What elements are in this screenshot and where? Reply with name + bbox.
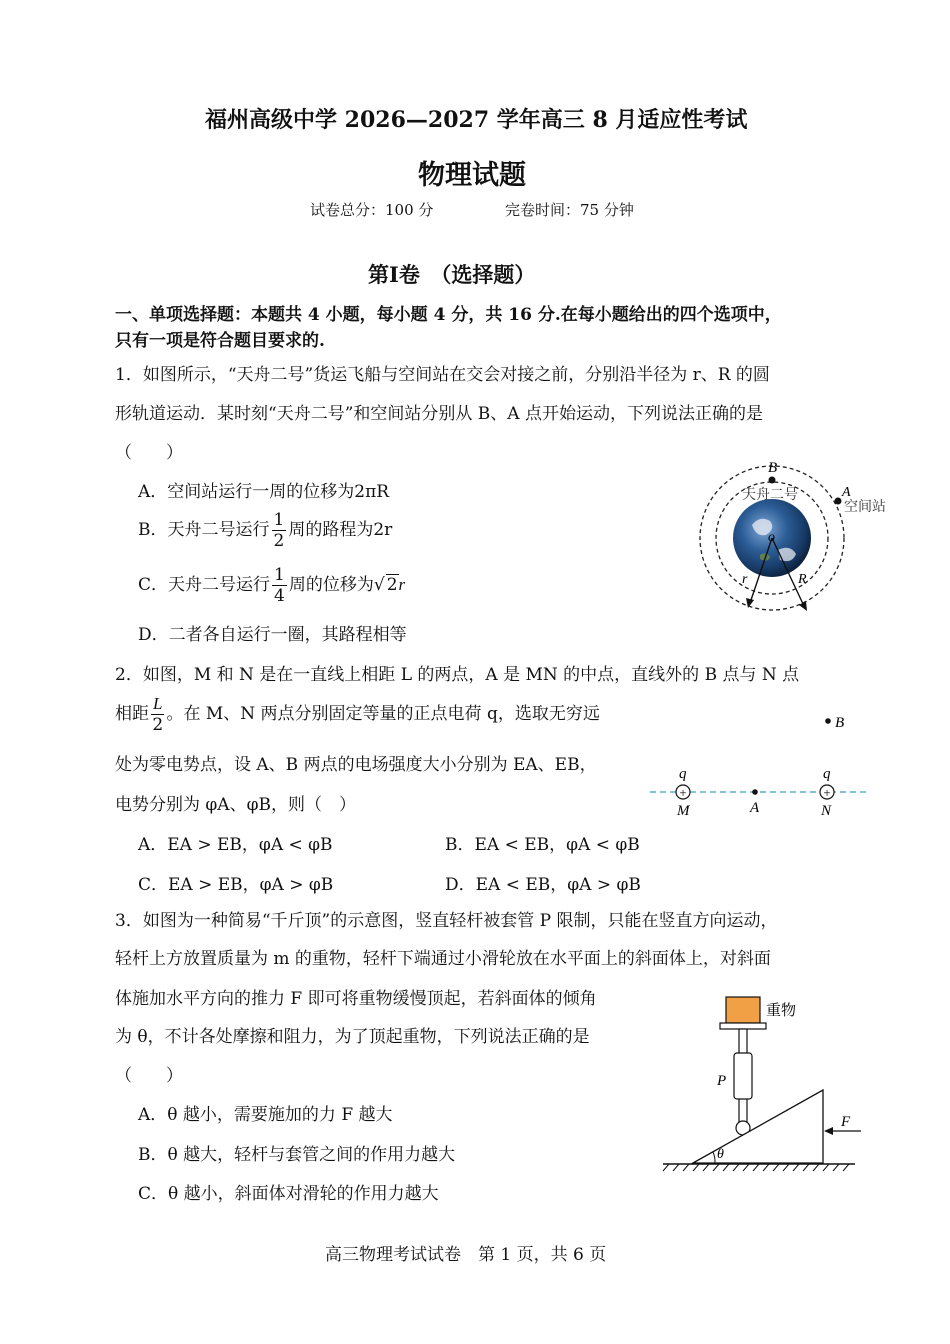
q2-stem-line1: 2．如图，M 和 N 是在一直线上相距 L 的两点，A 是 MN 的中点，直线外的 B 点与 N 点 (115, 665, 800, 685)
weight-block (726, 997, 760, 1023)
section-instructions-line1: 一、单项选择题：本题共 4 小题，每小题 4 分，共 16 分.在每小题给出的四个选项中， (115, 305, 782, 325)
label-weight: 重物 (766, 1001, 797, 1019)
point-a-dot (752, 789, 758, 795)
label-a: A (842, 485, 851, 500)
q3-jack-figure (655, 990, 865, 1175)
incline-block (693, 1090, 823, 1163)
q1-option-b (138, 510, 392, 551)
q2-stem-line2 (115, 694, 600, 735)
plus-icon-m: + (679, 785, 687, 800)
label-R: R (798, 572, 807, 587)
q2-fraction-num: L (153, 694, 163, 713)
q1-option-c-num: 1 (274, 565, 285, 585)
sleeve-p (734, 1053, 752, 1099)
plus-icon-n: + (823, 785, 831, 800)
q2-stem-line4: 电势分别为 φA、φB，则（ ） (115, 795, 356, 815)
label-p: P (717, 1073, 727, 1089)
label-q-m: q (679, 766, 687, 782)
label-r: r (742, 572, 748, 587)
exam-title: 福州高级中学 2026—2027 学年高三 8 月适应性考试 (205, 107, 748, 133)
q2-option-b: B．EA < EB，φA < φB (445, 835, 640, 855)
label-tianzhou: 天舟二号 (742, 487, 798, 503)
label-q-n: q (823, 766, 831, 782)
q1-stem-line1: 1．如图所示，“天舟二号”货运飞船与空间站在交会对接之前，分别沿半径为 r、R 的圆 (115, 365, 770, 385)
total-score: 试卷总分：100 分 (310, 201, 434, 219)
label-o: o (768, 530, 775, 545)
label-theta: θ (717, 1147, 724, 1162)
q2-charge-figure (645, 705, 875, 825)
q3-option-b: B．θ 越大，轻杆与套管之间的作用力越大 (138, 1145, 456, 1165)
q1-option-b-den: 2 (273, 531, 285, 551)
label-b: B (835, 715, 845, 731)
q1-option-c-sqrt: 2 (386, 575, 398, 595)
q1-option-c-suffix-b: r (398, 575, 406, 594)
q1-answer-paren: （ ） (115, 443, 183, 463)
q3-answer-paren: （ ） (115, 1066, 183, 1086)
q1-option-b-suffix: 周的路程为2r (288, 520, 393, 540)
q2-option-a: A．EA > EB，φA < φB (138, 835, 333, 855)
section-instructions-line2: 只有一项是符合题目要求的. (115, 331, 325, 351)
q1-option-c-den: 4 (274, 586, 285, 606)
section-title: 第I卷 （选择题） (368, 262, 536, 287)
label-a: A (750, 800, 760, 816)
q2-stem-line3: 处为零电势点，设 A、B 两点的电场强度大小分别为 EA、EB， (115, 755, 597, 775)
point-b-dot (769, 477, 776, 484)
q1-stem-line2: 形轨道运动．某时刻“天舟二号”和空间站分别从 B、A 点开始运动，下列说法正确的是 (115, 404, 763, 424)
label-b: B (768, 460, 778, 476)
q2-stem-prefix: 相距 (115, 704, 149, 724)
page-footer: 高三物理考试试卷 第 1 页，共 6 页 (325, 1245, 607, 1265)
label-n: N (821, 803, 832, 819)
q3-option-c: C．θ 越小，斜面体对滑轮的作用力越大 (138, 1184, 439, 1204)
q1-option-c-fraction (272, 565, 287, 606)
q1-option-d: D．二者各自运行一圈，其路程相等 (138, 625, 407, 645)
q2-option-d: D．EA < EB，φA > φB (445, 875, 641, 895)
page-subtitle: 物理试题 (418, 160, 526, 191)
q2-stem-rest: 。在 M、N 两点分别固定等量的正点电荷 q，选取无穷远 (166, 704, 600, 724)
q3-stem-line4: 为 θ，不计各处摩擦和阻力，为了顶起重物，下列说法正确的是 (115, 1027, 590, 1047)
q3-option-a: A．θ 越小，需要施加的力 F 越大 (138, 1105, 393, 1125)
sqrt-symbol: √ (373, 575, 385, 595)
label-f: F (841, 1114, 851, 1130)
q1-option-c-suffix-a: 周的位移为 (288, 575, 374, 595)
q1-option-c-prefix: C．天舟二号运行 (138, 575, 271, 595)
point-b-dot (825, 718, 831, 724)
q1-option-b-prefix: B．天舟二号运行 (138, 520, 270, 540)
q2-fraction-den: 2 (152, 715, 164, 735)
exam-time: 完卷时间：75 分钟 (505, 201, 634, 219)
point-a-dot (835, 498, 842, 505)
force-f-arrowhead (824, 1127, 833, 1135)
q1-orbit-figure (690, 455, 900, 635)
ground-hatching (663, 1164, 849, 1171)
q2-option-c: C．EA > EB，φA > φB (138, 875, 334, 895)
label-station: 空间站 (844, 499, 886, 515)
q3-stem-line2: 轻杆上方放置质量为 m 的重物，轻杆下端通过小滑轮放在水平面上的斜面体上，对斜面 (115, 949, 771, 969)
q1-option-b-num: 1 (273, 510, 285, 530)
q1-option-c (138, 565, 405, 606)
label-m: M (677, 803, 690, 819)
q3-stem-line3: 体施加水平方向的推力 F 即可将重物缓慢顶起，若斜面体的倾角 (115, 989, 597, 1009)
q1-option-a: A．空间站运行一周的位移为2πR (138, 482, 390, 502)
q3-stem-line1: 3．如图为一种简易“千斤顶”的示意图，竖直轻杆被套管 P 限制，只能在竖直方向运动， (115, 911, 778, 931)
q1-option-b-fraction (272, 510, 287, 551)
q2-fraction (151, 694, 164, 735)
rod-top-plate (720, 1023, 766, 1029)
